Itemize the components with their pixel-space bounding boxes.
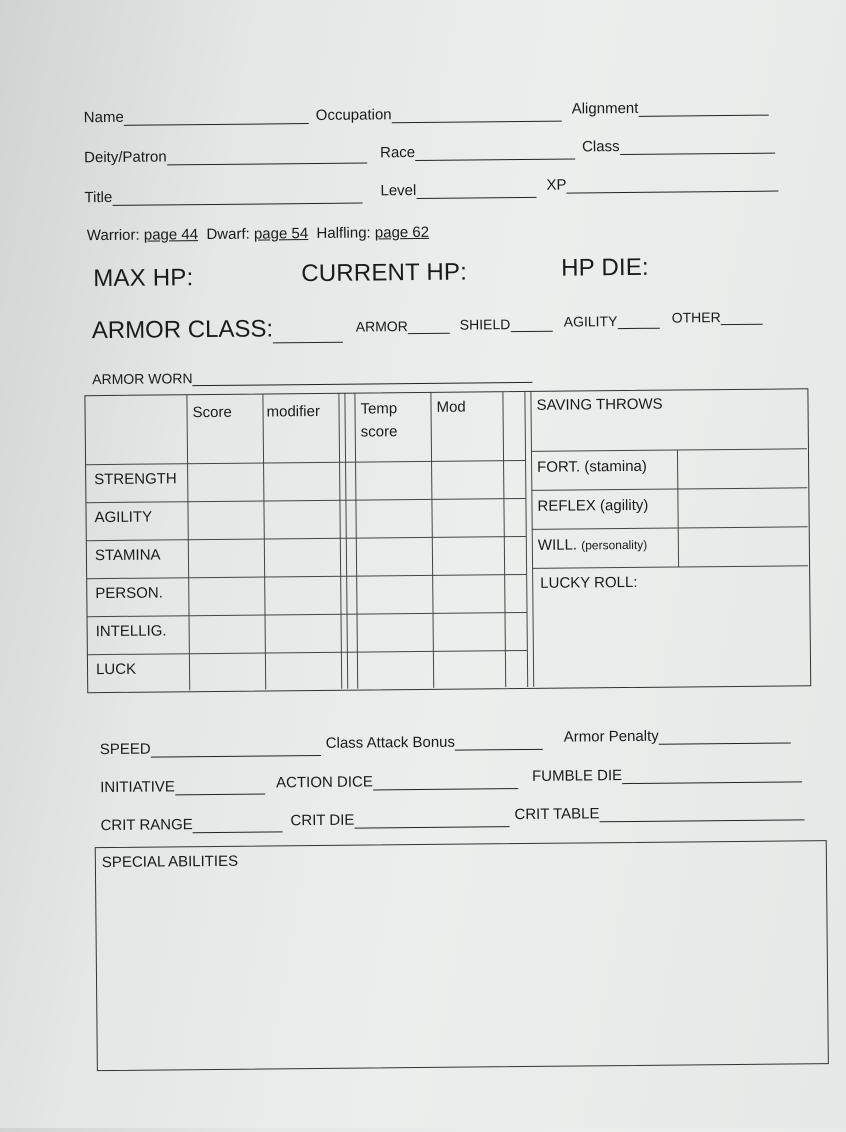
ability-label-agility: AGILITY: [94, 508, 153, 527]
action-dice-field[interactable]: [276, 772, 518, 791]
deity-line: [167, 148, 367, 165]
warrior-page-link[interactable]: page 44: [143, 226, 199, 244]
deity-label: Deity/Patron: [84, 148, 167, 167]
armor-penalty-label: Armor Penalty: [563, 727, 659, 746]
title-label: Title: [84, 188, 113, 207]
ability-label-stamina: STAMINA: [94, 546, 161, 565]
ability-table: [84, 388, 811, 693]
special-abilities-title: SPECIAL ABILITIES: [101, 852, 239, 872]
name-label: Name: [83, 108, 124, 127]
armor-penalty-line: [659, 728, 791, 744]
action-dice-line: [373, 774, 518, 790]
alignment-label: Alignment: [571, 99, 639, 118]
ability-label-strength: STRENGTH: [94, 470, 177, 489]
race-line: [415, 144, 575, 161]
armor-label: ARMOR: [355, 318, 408, 335]
armor-class-field[interactable]: [92, 315, 344, 345]
occupation-line: [392, 107, 562, 124]
saving-throws-title: SAVING THROWS: [536, 395, 663, 414]
race-label: Race: [380, 144, 416, 162]
crit-die-field[interactable]: [290, 810, 509, 829]
temp-score-header-line2: score: [360, 423, 398, 441]
crit-die-line: [354, 812, 509, 828]
speed-line: [151, 741, 321, 758]
modifier-header: modifier: [266, 402, 321, 421]
fumble-die-label: FUMBLE DIE: [532, 767, 623, 785]
deity-field[interactable]: [84, 146, 367, 166]
initiative-label: INITIATIVE: [100, 778, 175, 797]
class-attack-bonus-field[interactable]: [326, 733, 543, 752]
class-attack-bonus-label: Class Attack Bonus: [325, 733, 456, 752]
armor-worn-field[interactable]: [92, 367, 532, 387]
other-ac-line: [721, 310, 763, 325]
fort-save-label: FORT. (stamina): [537, 457, 647, 476]
special-abilities-box[interactable]: [95, 840, 829, 1071]
armor-line: [408, 319, 450, 334]
class-line: [619, 139, 774, 155]
hp-die-label: HP DIE:: [561, 253, 649, 282]
xp-line: [566, 177, 778, 194]
name-line: [124, 109, 309, 126]
race-field[interactable]: [380, 142, 575, 161]
current-hp-label: CURRENT HP:: [301, 258, 468, 288]
reflex-save-label: REFLEX (agility): [537, 496, 649, 515]
other-ac-field[interactable]: [672, 309, 763, 326]
agility-ac-label: AGILITY: [563, 313, 618, 330]
name-field[interactable]: [84, 107, 309, 126]
agility-ac-field[interactable]: [564, 313, 660, 330]
shield-label: SHIELD: [459, 316, 511, 333]
other-ac-label: OTHER: [671, 309, 721, 326]
level-field[interactable]: [380, 181, 536, 199]
crit-table-label: CRIT TABLE: [514, 805, 600, 824]
crit-range-label: CRIT RANGE: [100, 816, 193, 835]
armor-bonus-field[interactable]: [356, 318, 450, 335]
speed-field[interactable]: [100, 739, 321, 758]
crit-die-label: CRIT DIE: [290, 811, 355, 830]
ability-label-intelligence: INTELLIG.: [95, 622, 167, 641]
crit-table-line: [599, 805, 804, 822]
shield-line: [510, 317, 552, 332]
armor-penalty-field[interactable]: [564, 726, 791, 745]
xp-label: XP: [546, 176, 567, 194]
lucky-roll-label: LUCKY ROLL:: [540, 573, 638, 592]
initiative-field[interactable]: [100, 777, 265, 796]
armor-worn-line: [193, 368, 533, 386]
xp-field[interactable]: [546, 175, 778, 194]
class-attack-bonus-line: [455, 735, 543, 751]
halfling-page-link[interactable]: page 62: [374, 223, 430, 242]
alignment-line: [638, 101, 768, 117]
dwarf-label: Dwarf:: [206, 225, 250, 244]
action-dice-label: ACTION DICE: [276, 773, 373, 792]
max-hp-label: MAX HP:: [93, 264, 194, 293]
level-label: Level: [380, 182, 417, 200]
will-save-field: [538, 536, 648, 554]
armor-worn-label: ARMOR WORN: [92, 370, 193, 388]
fumble-die-line: [622, 767, 802, 784]
speed-label: SPEED: [99, 740, 151, 759]
page-references: [87, 224, 429, 244]
alignment-field[interactable]: [572, 99, 769, 118]
agility-ac-line: [617, 314, 659, 329]
ability-label-luck: LUCK: [95, 660, 137, 679]
temp-score-header-line1: Temp: [360, 400, 398, 418]
level-line: [416, 183, 536, 199]
ability-label-personality: PERSON.: [95, 584, 163, 603]
occupation-label: Occupation: [315, 106, 392, 124]
will-save-note: (personality): [581, 537, 648, 553]
crit-range-field[interactable]: [100, 815, 282, 834]
dwarf-page-link[interactable]: page 54: [253, 225, 309, 243]
halfling-label: Halfling:: [316, 224, 371, 242]
class-label: Class: [581, 138, 620, 156]
will-save-label: WILL.: [537, 536, 578, 554]
initiative-line: [175, 779, 265, 795]
title-field[interactable]: [84, 187, 362, 207]
crit-table-field[interactable]: [514, 803, 804, 823]
warrior-label: Warrior:: [86, 226, 140, 245]
score-header: Score: [192, 403, 232, 422]
armor-class-line: [273, 328, 343, 344]
crit-range-line: [193, 817, 283, 833]
mod-header: Mod: [436, 398, 466, 416]
fumble-die-field[interactable]: [532, 765, 802, 785]
shield-field[interactable]: [460, 316, 553, 333]
class-field[interactable]: [582, 137, 775, 156]
title-line: [112, 189, 362, 206]
armor-class-label: ARMOR CLASS:: [91, 315, 274, 345]
occupation-field[interactable]: [316, 105, 562, 124]
